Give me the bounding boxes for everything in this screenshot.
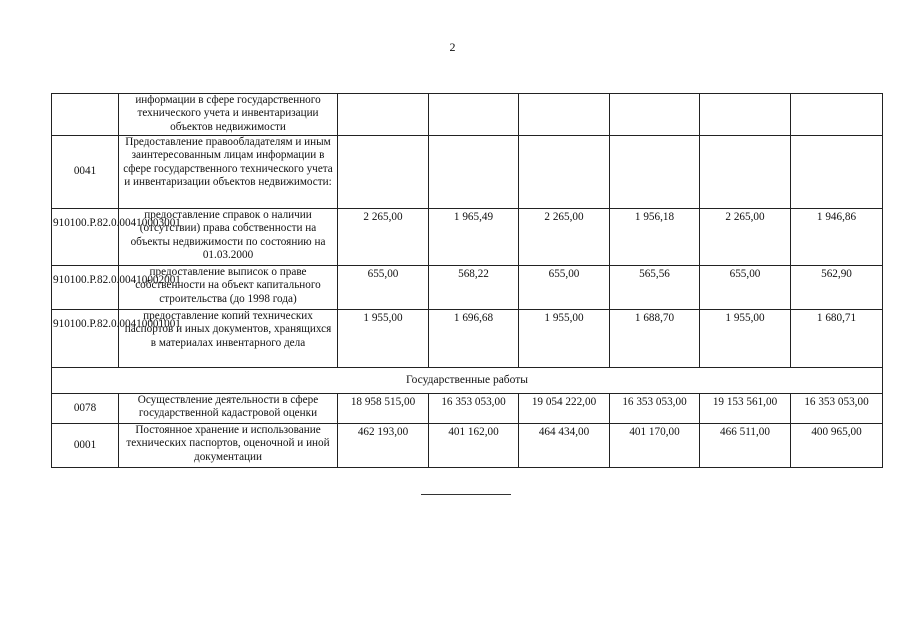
page-number: 2 (449, 40, 456, 54)
value-cell: 2 265,00 (700, 209, 791, 266)
value-cell: 401 162,00 (429, 424, 519, 468)
value-cell: 655,00 (700, 266, 791, 310)
service-description-cell: информации в сфере государственного технического учета и инвентаризации объектов недвижимости (119, 94, 338, 136)
value-cell (791, 94, 883, 136)
value-cell: 1 680,71 (791, 310, 883, 368)
service-code-cell: 910100.Р.82.0.00410001001 (52, 310, 119, 368)
value-cell (700, 94, 791, 136)
service-description-cell: Осуществление деятельности в сфере государственной кадастровой оценки (119, 394, 338, 424)
value-cell: 1 955,00 (338, 310, 429, 368)
value-cell: 1 955,00 (700, 310, 791, 368)
service-description-cell: предоставление справок о наличии (отсутствии) права собственности на объекты недвижимости по состоянию на 01.03.2000 (119, 209, 338, 266)
service-description-cell: Постоянное хранение и использование технических паспортов, оценочной и иной документации (119, 424, 338, 468)
table-row (52, 310, 883, 368)
value-cell: 1 688,70 (610, 310, 700, 368)
service-description-cell: предоставление копий технических паспортов и иных документов, хранящихся в материалах инвентарного дела (119, 310, 338, 368)
value-cell: 401 170,00 (610, 424, 700, 468)
value-cell: 16 353 053,00 (791, 394, 883, 424)
value-cell: 1 946,86 (791, 209, 883, 266)
value-cell: 1 696,68 (429, 310, 519, 368)
value-cell (338, 94, 429, 136)
table-row (52, 136, 883, 209)
table-row (52, 266, 883, 310)
value-cell: 1 965,49 (429, 209, 519, 266)
value-cell: 462 193,00 (338, 424, 429, 468)
service-code-cell: 0001 (52, 424, 119, 468)
value-cell: 655,00 (519, 266, 610, 310)
value-cell: 1 956,18 (610, 209, 700, 266)
value-cell: 16 353 053,00 (610, 394, 700, 424)
value-cell: 568,22 (429, 266, 519, 310)
value-cell: 1 955,00 (519, 310, 610, 368)
service-code-cell: 0078 (52, 394, 119, 424)
table-row (52, 394, 883, 424)
service-description-cell: Предоставление правообладателям и иным заинтересованным лицам информации в сфере государственного технического учета и инвентаризации объектов недвижимости: (119, 136, 338, 209)
service-description-cell: предоставление выписок о праве собственности на объект капитального строительства (до 1998 года) (119, 266, 338, 310)
value-cell (610, 94, 700, 136)
value-cell (519, 94, 610, 136)
tariff-table (51, 93, 883, 468)
value-cell (519, 136, 610, 209)
section-header-row (52, 368, 883, 394)
value-cell: 19 153 561,00 (700, 394, 791, 424)
service-code-cell: 910100.Р.82.0.00410003001 (52, 209, 119, 266)
value-cell: 18 958 515,00 (338, 394, 429, 424)
service-code-cell: 910100.Р.82.0.00410002001 (52, 266, 119, 310)
value-cell (791, 136, 883, 209)
service-code-cell: 0041 (52, 136, 119, 209)
service-code-cell (52, 94, 119, 136)
value-cell: 19 054 222,00 (519, 394, 610, 424)
table-row (52, 209, 883, 266)
value-cell: 466 511,00 (700, 424, 791, 468)
value-cell (429, 94, 519, 136)
value-cell: 16 353 053,00 (429, 394, 519, 424)
value-cell (700, 136, 791, 209)
value-cell: 562,90 (791, 266, 883, 310)
value-cell (338, 136, 429, 209)
footer-divider (421, 494, 511, 495)
value-cell: 464 434,00 (519, 424, 610, 468)
value-cell: 2 265,00 (338, 209, 429, 266)
table-row (52, 94, 883, 136)
section-title: Государственные работы (52, 368, 883, 394)
table-row (52, 424, 883, 468)
value-cell: 655,00 (338, 266, 429, 310)
value-cell: 400 965,00 (791, 424, 883, 468)
value-cell: 565,56 (610, 266, 700, 310)
value-cell (610, 136, 700, 209)
value-cell (429, 136, 519, 209)
value-cell: 2 265,00 (519, 209, 610, 266)
